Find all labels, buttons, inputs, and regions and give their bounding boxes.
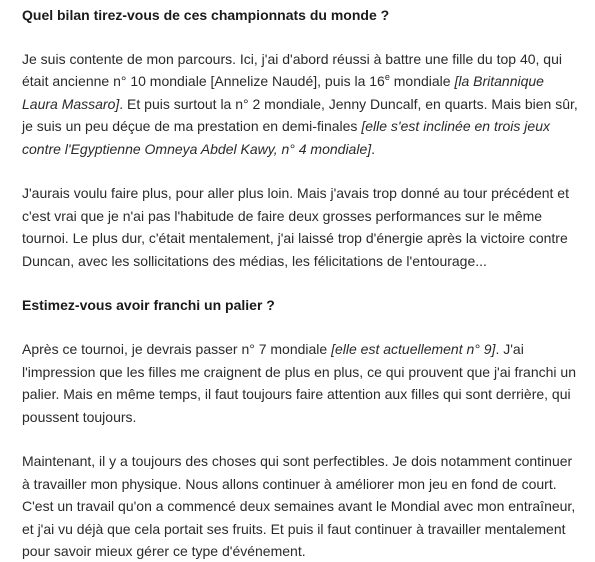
- paragraph-text: .: [371, 140, 376, 157]
- answer-paragraph: J'aurais voulu faire plus, pour aller plus loin. Mais j'avais trop donné au tour précédent et c'est vrai que je n'ai pas l'habitude de faire deux grosses performances sur le même tournoi. Le plus dur, c'était mentalement, j'ai laissé trop d'énergie après la victoire contre Duncan, avec les sollicitations des médias, les félicitations de l'entourage...: [22, 185, 569, 269]
- paragraph-text: mondiale: [389, 73, 455, 90]
- paragraph-text: Après ce tournoi, je devrais passer n° 7 mondiale: [22, 341, 332, 358]
- question-heading: Quel bilan tirez-vous de ces championnats du monde ?: [22, 7, 390, 23]
- question-heading: Estimez-vous avoir franchi un palier ?: [22, 297, 275, 314]
- paragraph-text: Je suis contente de mon parcours. Ici, j'ai d'abord réussi à battre une fille du top 40, qui était ancienne n° 10 mondiale [Annelize Naudé], puis la 16: [22, 51, 562, 90]
- editor-note: [la Britannique Laura Massaro]: [22, 73, 544, 112]
- answer-paragraph: [22, 48, 578, 160]
- ordinal-superscript: e: [384, 71, 390, 82]
- paragraph-text: . J'ai l'impression que les filles me craignent de plus en plus, ce qui prouvent que j'ai franchi un palier. Mais en même temps, il faut toujours faire attention aux filles qui sont derrière, qui poussent toujours.: [22, 341, 576, 425]
- article-body: [22, 4, 578, 562]
- answer-paragraph: [22, 338, 578, 428]
- editor-note: [elle s'est inclinée en trois jeux contre l'Egyptienne Omneya Abdel Kawy, n° 4 mondiale]: [22, 118, 550, 157]
- answer-paragraph: Maintenant, il y a toujours des choses qui sont perfectibles. Je dois notamment continuer à travailler mon physique. Nous allons continuer à améliorer mon jeu en fond de court. C'est un travail qu'on a commencé deux semaines avant le Mondial avec mon entraîneur, et j'ai vu déjà que cela portait ses fruits. Et puis il faut continuer à travailler mentalement pour savoir mieux gérer ce type d'événement.: [22, 453, 576, 560]
- editor-note: [elle est actuellement n° 9]: [331, 341, 496, 358]
- paragraph-text: . Et puis surtout la n° 2 mondiale, Jenny Duncalf, en quarts. Mais bien sûr, je suis un peu déçue de ma prestation en demi-finales: [22, 95, 578, 135]
